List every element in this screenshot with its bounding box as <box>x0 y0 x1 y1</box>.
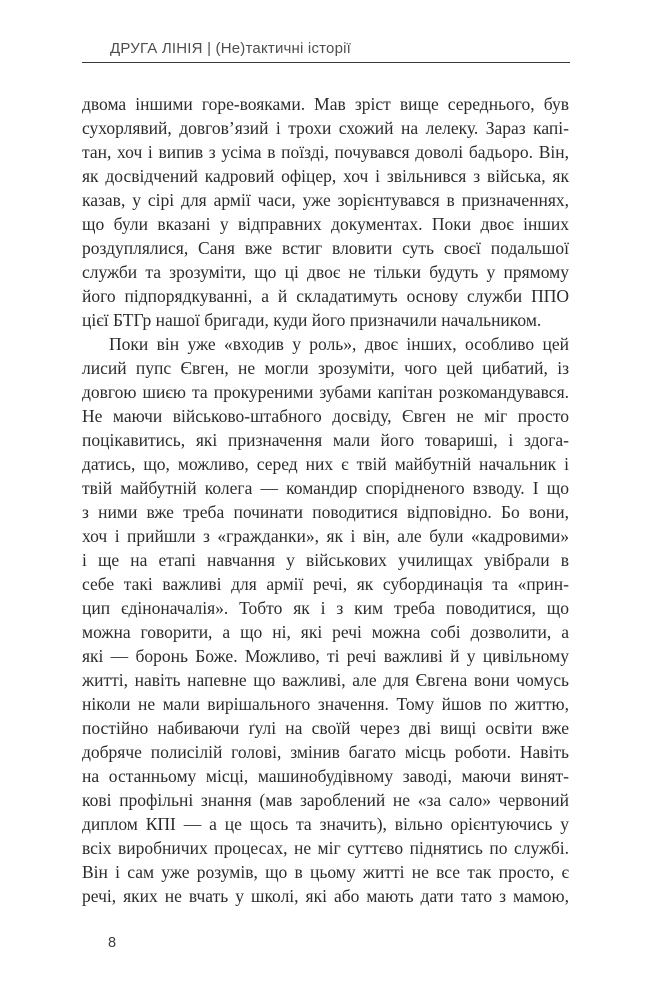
text-line: твій майбутній колега — командир спорідненого взводу. І що <box>82 478 569 498</box>
text-line: Він і сам уже розумів, що в цьому житті не все так просто, є <box>82 862 569 882</box>
text-line: і ще на етапі навчання у військових училищах увібрали в <box>82 550 569 570</box>
text-line: лисий пупс Євген, не могли зрозуміти, чого цей цибатий, із <box>82 358 569 378</box>
text-line: датись, що, можливо, серед них є твій майбутній начальник і <box>82 454 569 474</box>
text-line: як досвідчений кадровий офіцер, хоч і звільнився з війська, як <box>82 166 569 186</box>
text-line: постійно набиваючи ґулі на своїй через дві вищі освіти вже <box>82 718 569 738</box>
text-line: що були вказані у відправних документах. Поки двоє інших <box>82 214 569 234</box>
text-line: себе такі важливі для армії речі, як субординація та «прин- <box>82 574 569 594</box>
text-line: тан, хоч і випив з усіма в поїзді, почувався доволі бадьоро. Він, <box>82 142 569 162</box>
text-line: які — боронь Боже. Можливо, ті речі важливі й у цивільному <box>82 646 569 666</box>
text-block <box>82 92 569 908</box>
text-line: роздуплялися, Саня вже встиг вловити суть своєї подальшої <box>82 238 569 258</box>
text-line: довгою шиєю та прокуреними зубами капітан розкомандувався. <box>82 382 569 402</box>
header-rule <box>82 62 570 63</box>
text-line: хоч і прийшли з «гражданки», як і він, але були «кадровими» <box>82 526 569 546</box>
text-line: Не маючи військово-штабного досвіду, Євген не міг просто <box>82 406 569 426</box>
text-line: Поки він уже «входив у роль», двоє інших, особливо цей <box>109 334 569 354</box>
text-line: речі, яких не вчать у школі, які або мають дати тато з мамою, <box>82 886 569 906</box>
text-line: поцікавитись, які призначення мали його товариші, і здога- <box>82 430 569 450</box>
text-line: цип єдіноначалія». Тобто як і з ким треба поводитися, що <box>82 598 569 618</box>
text-line: цієї БТГр нашої бригади, куди його призначили начальником. <box>82 310 542 330</box>
text-line: його підпорядкуванні, а й складатимуть основу служби ППО <box>82 286 569 306</box>
text-line: ніколи не мали вирішального значення. Тому йшов по життю, <box>82 694 569 714</box>
page-number: 8 <box>108 935 117 951</box>
text-line: казав, у сірі для армії часи, уже зорієнтувався в призначеннях, <box>82 190 569 210</box>
text-line: двома іншими горе-вояками. Мав зріст вище середнього, був <box>82 94 569 114</box>
text-line: житті, навіть напевне що важливі, але для Євгена вони чомусь <box>82 670 569 690</box>
text-line: сухорлявий, довгов’язий і трохи схожий на лелеку. Зараз капі- <box>82 118 569 138</box>
text-line: всіх виробничих процесах, не міг суттєво піднятись по службі. <box>82 838 569 858</box>
text-line: кові профільні знання (мав зароблений не «за сало» червоний <box>82 790 569 810</box>
text-line: з ними вже треба починати поводитися відповідно. Бо вони, <box>82 502 569 522</box>
text-line: добряче полисілій голові, змінив багато місць роботи. Навіть <box>82 742 569 762</box>
running-head: ДРУГА ЛІНІЯ | (Не)тактичні історії <box>110 40 352 57</box>
text-line: диплом КПІ — а це щось та значить), вільно орієнтуючись у <box>82 814 569 834</box>
text-line: на останньому місці, машинобудівному заводі, маючи винят- <box>82 766 569 786</box>
text-line: служби та зрозуміти, що ці двоє не тільки будуть у прямому <box>82 262 569 282</box>
text-line: можна говорити, а що ні, які речі можна собі дозволити, а <box>82 622 569 642</box>
